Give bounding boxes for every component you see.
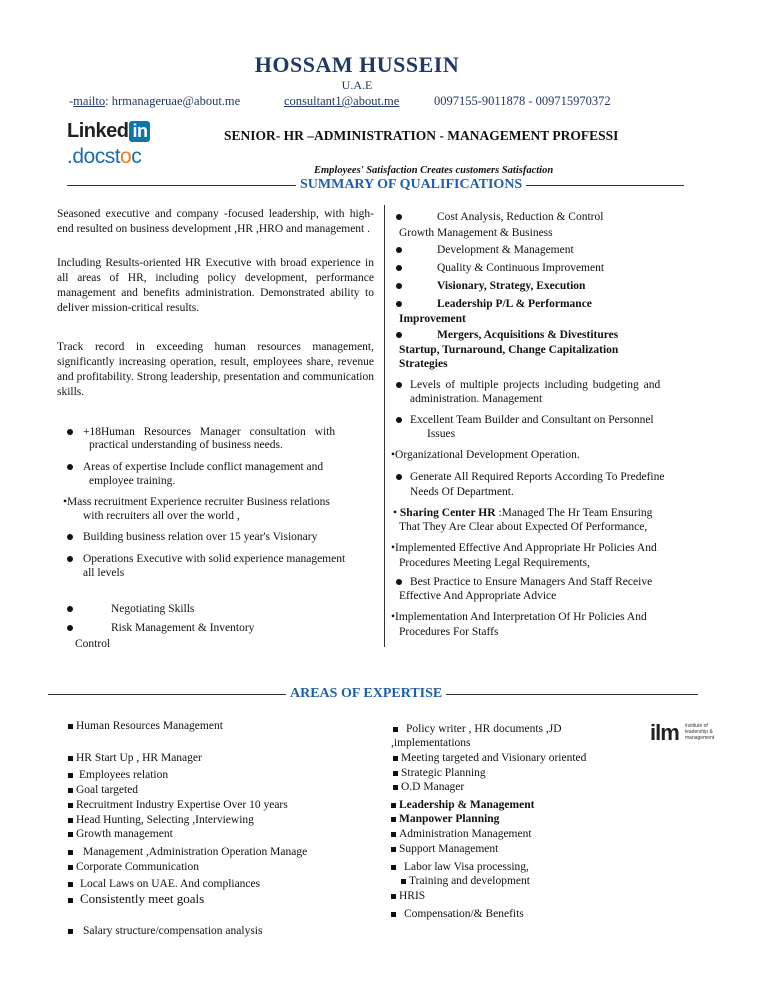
expertise-item: Manpower Planning bbox=[391, 812, 499, 826]
summary-paragraph: Including Results-oriented HR Executive with broad experience in all areas of HR, including policy development, performance management and benefits administration. Demonstrated ability to deliver mission-critical results. bbox=[57, 257, 374, 314]
list-item: administration. Management bbox=[410, 393, 543, 405]
list-item: Procedures Meeting Legal Requirements, bbox=[399, 557, 590, 569]
list-item: Best Practice to Ensure Managers And Staff Receive bbox=[396, 575, 652, 589]
expertise-item: ,implementations bbox=[391, 737, 471, 749]
expertise-item: Head Hunting, Selecting ,Interviewing bbox=[68, 813, 254, 827]
list-item: Needs Of Department. bbox=[410, 486, 514, 498]
list-item: employee training. bbox=[89, 475, 176, 487]
summary-paragraph: Track record in exceeding human resources management, significantly increasing operation, result, employees share, revenue and profitability. Strong leadership, presentation and communication skills. bbox=[57, 341, 374, 398]
list-item: Control bbox=[75, 638, 111, 650]
expertise-item: Meeting targeted and Visionary oriented bbox=[393, 751, 586, 765]
list-item: with recruiters all over the world , bbox=[83, 510, 240, 522]
summary-title: SUMMARY OF QUALIFICATIONS bbox=[296, 177, 526, 193]
location: U.A.E bbox=[341, 78, 373, 92]
tagline: Employees' Satisfaction Creates customers Satisfaction bbox=[314, 165, 554, 176]
list-item: Negotiating Skills bbox=[67, 602, 194, 616]
expertise-item: Salary structure/compensation analysis bbox=[68, 924, 262, 938]
list-item: Effective And Appropriate Advice bbox=[399, 590, 557, 602]
list-item: Leadership P/L & Performance bbox=[396, 297, 592, 311]
expertise-item: Goal targeted bbox=[68, 783, 138, 797]
list-item: Operations Executive with solid experience management bbox=[67, 552, 345, 566]
list-item: •Organizational Development Operation. bbox=[391, 449, 580, 461]
column-divider bbox=[384, 205, 385, 647]
list-item: Building business relation over 15 year's Visionary bbox=[67, 530, 317, 544]
expertise-item: Corporate Communication bbox=[68, 860, 199, 874]
expertise-item: Leadership & Management bbox=[391, 798, 534, 812]
list-item: +18Human Resources Manager consultation with bbox=[67, 425, 375, 439]
list-item: Mergers, Acquisitions & Divestitures bbox=[396, 328, 618, 342]
list-item: Cost Analysis, Reduction & Control bbox=[396, 210, 603, 224]
ilm-logo: ilm institute of leadership & management bbox=[650, 720, 715, 745]
list-item: Strategies bbox=[399, 358, 448, 370]
expertise-item: HRIS bbox=[391, 889, 425, 903]
list-item: Startup, Turnaround, Change Capitalization bbox=[399, 344, 619, 356]
expertise-item: Recruitment Industry Expertise Over 10 years bbox=[68, 798, 288, 812]
list-item: Development & Management bbox=[396, 243, 574, 257]
mailto-line: -mailto: hrmanageruae@about.me bbox=[69, 94, 241, 108]
expertise-item: Human Resources Management bbox=[68, 719, 223, 733]
list-item: That They Are Clear about Expected Of Performance, bbox=[399, 521, 648, 533]
expertise-item: Support Management bbox=[391, 842, 498, 856]
mailto-link[interactable]: mailto bbox=[73, 94, 106, 108]
list-item: •Implemented Effective And Appropriate Hr Policies And bbox=[391, 542, 657, 554]
list-item: Generate All Required Reports According To Predefine bbox=[396, 470, 664, 484]
list-item: Procedures For Staffs bbox=[399, 626, 499, 638]
expertise-item: Management ,Administration Operation Manage bbox=[68, 845, 307, 859]
list-item: •Mass recruitment Experience recruiter Business relations bbox=[63, 496, 330, 508]
list-item: Levels of multiple projects including budgeting and bbox=[396, 378, 698, 392]
expertise-item: Compensation/& Benefits bbox=[391, 907, 524, 921]
expertise-item: Consistently meet goals bbox=[68, 892, 204, 906]
list-item: • Sharing Center HR :Managed The Hr Team Ensuring bbox=[393, 506, 652, 520]
list-item: Improvement bbox=[399, 313, 466, 325]
candidate-name: HOSSAM HUSSEIN bbox=[254, 52, 460, 77]
expertise-item: Labor law Visa processing, bbox=[391, 860, 529, 874]
expertise-item: Employees relation bbox=[68, 768, 168, 782]
expertise-item: O.D Manager bbox=[393, 780, 464, 794]
list-item: Areas of expertise Include conflict management and bbox=[67, 460, 323, 474]
email-primary: : hrmanageruae@about.me bbox=[105, 94, 241, 108]
list-item: practical understanding of business needs. bbox=[89, 439, 283, 451]
summary-paragraph: Seasoned executive and company -focused leadership, with high-end resulted on business development ,HR ,HRO and management . bbox=[57, 208, 374, 235]
list-item: Risk Management & Inventory bbox=[67, 621, 254, 635]
email-secondary-link[interactable]: consultant1@about.me bbox=[284, 94, 400, 108]
expertise-item: Administration Management bbox=[391, 827, 532, 841]
list-item: •Implementation And Interpretation Of Hr Policies And bbox=[391, 611, 647, 623]
docstoc-logo[interactable]: .docstoc bbox=[67, 145, 142, 168]
headline: SENIOR- HR –ADMINISTRATION - MANAGEMENT PROFESSI bbox=[224, 128, 619, 143]
expertise-item: Local Laws on UAE. And compliances bbox=[68, 877, 260, 891]
expertise-item: Strategic Planning bbox=[393, 766, 486, 780]
expertise-item: Training and development bbox=[401, 874, 530, 888]
expertise-title: AREAS OF EXPERTISE bbox=[286, 686, 446, 702]
expertise-item: Policy writer , HR documents ,JD bbox=[393, 722, 562, 736]
list-item: all levels bbox=[83, 567, 125, 579]
expertise-item: HR Start Up , HR Manager bbox=[68, 751, 202, 765]
list-item: Visionary, Strategy, Execution bbox=[396, 279, 585, 293]
linkedin-logo[interactable]: Linked in bbox=[67, 120, 150, 143]
list-item: Issues bbox=[427, 428, 456, 440]
list-item: Excellent Team Builder and Consultant on Personnel bbox=[396, 413, 654, 427]
expertise-item: Growth management bbox=[68, 827, 173, 841]
list-item: Growth Management & Business bbox=[399, 227, 553, 239]
list-item: Quality & Continuous Improvement bbox=[396, 261, 604, 275]
phone-numbers: 0097155-9011878 - 009715970372 bbox=[434, 94, 611, 108]
